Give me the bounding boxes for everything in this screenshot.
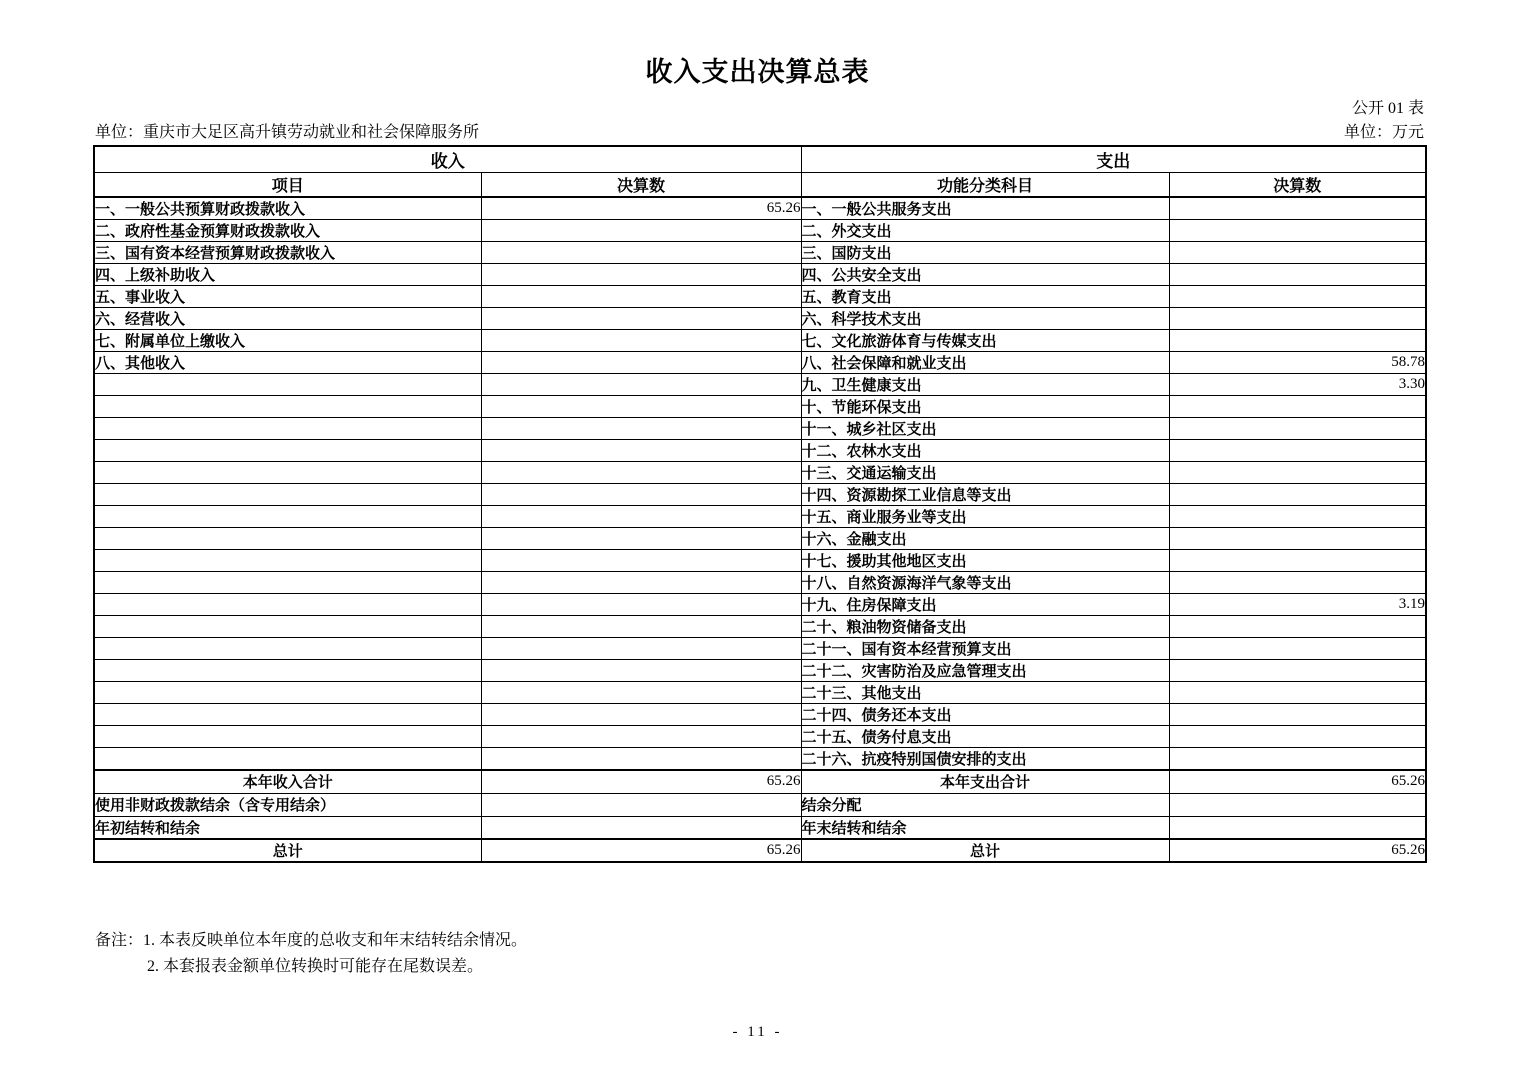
revenue-item-amount — [481, 528, 801, 550]
revenue-footer-label: 总计 — [94, 839, 481, 862]
budget-summary-table — [93, 145, 1427, 863]
table-row — [94, 550, 1426, 572]
revenue-section-header: 收入 — [94, 146, 801, 173]
revenue-item-amount: 65.26 — [481, 197, 801, 220]
expenditure-item-amount: 58.78 — [1169, 352, 1426, 374]
revenue-item-amount — [481, 616, 801, 638]
revenue-footer-amount — [481, 816, 801, 839]
table-row — [94, 264, 1426, 286]
table-row — [94, 374, 1426, 396]
expenditure-footer-amount — [1169, 793, 1426, 816]
expenditure-item-amount — [1169, 286, 1426, 308]
table-row — [94, 748, 1426, 771]
revenue-item-amount — [481, 396, 801, 418]
expenditure-item-label: 二十五、债务付息支出 — [801, 726, 1169, 748]
expenditure-item-label: 二十、粮油物资储备支出 — [801, 616, 1169, 638]
table-row — [94, 286, 1426, 308]
expenditure-item-amount — [1169, 638, 1426, 660]
revenue-footer-amount: 65.26 — [481, 770, 801, 793]
page-title: 收入支出决算总表 — [645, 57, 870, 87]
revenue-item-amount — [481, 748, 801, 771]
expenditure-item-label: 五、教育支出 — [801, 286, 1169, 308]
expenditure-item-label: 十一、城乡社区支出 — [801, 418, 1169, 440]
table-row — [94, 616, 1426, 638]
revenue-item-label — [94, 484, 481, 506]
table-row — [94, 594, 1426, 616]
revenue-item-label — [94, 594, 481, 616]
revenue-item-label: 八、其他收入 — [94, 352, 481, 374]
expenditure-item-amount: 3.30 — [1169, 374, 1426, 396]
expenditure-footer-label: 年末结转和结余 — [801, 816, 1169, 839]
revenue-item-amount — [481, 220, 801, 242]
expenditure-footer-amount: 65.26 — [1169, 770, 1426, 793]
expenditure-footer-label: 结余分配 — [801, 793, 1169, 816]
revenue-item-label: 五、事业收入 — [94, 286, 481, 308]
revenue-item-label — [94, 506, 481, 528]
revenue-item-label — [94, 550, 481, 572]
expenditure-item-amount — [1169, 572, 1426, 594]
table-row — [94, 682, 1426, 704]
table-row — [94, 242, 1426, 264]
revenue-footer-label: 年初结转和结余 — [94, 816, 481, 839]
table-row — [94, 440, 1426, 462]
revenue-item-label — [94, 704, 481, 726]
revenue-footer-label: 使用非财政拨款结余（含专用结余） — [94, 793, 481, 816]
revenue-item-label — [94, 660, 481, 682]
revenue-item-amount — [481, 352, 801, 374]
revenue-item-label — [94, 682, 481, 704]
table-row — [94, 528, 1426, 550]
expenditure-item-amount — [1169, 528, 1426, 550]
expenditure-item-amount — [1169, 396, 1426, 418]
expenditure-item-label: 十七、援助其他地区支出 — [801, 550, 1169, 572]
table-row — [94, 572, 1426, 594]
expenditure-footer-amount: 65.26 — [1169, 839, 1426, 862]
expenditure-item-label: 九、卫生健康支出 — [801, 374, 1169, 396]
revenue-item-amount — [481, 418, 801, 440]
table-row — [94, 638, 1426, 660]
expenditure-item-amount — [1169, 506, 1426, 528]
expenditure-item-amount — [1169, 550, 1426, 572]
expenditure-footer-label: 总计 — [801, 839, 1169, 862]
expenditure-item-label: 一、一般公共服务支出 — [801, 197, 1169, 220]
expenditure-item-label: 七、文化旅游体育与传媒支出 — [801, 330, 1169, 352]
revenue-item-amount — [481, 440, 801, 462]
revenue-item-amount — [481, 704, 801, 726]
expenditure-item-label: 六、科学技术支出 — [801, 308, 1169, 330]
revenue-item-amount — [481, 374, 801, 396]
revenue-item-label — [94, 418, 481, 440]
expenditure-item-amount: 3.19 — [1169, 594, 1426, 616]
revenue-footer-label: 本年收入合计 — [94, 770, 481, 793]
note-line-2: 2. 本套报表金额单位转换时可能存在尾数误差。 — [147, 958, 484, 975]
expenditure-item-label: 三、国防支出 — [801, 242, 1169, 264]
expenditure-item-amount — [1169, 704, 1426, 726]
expenditure-item-amount — [1169, 418, 1426, 440]
expenditure-footer-label: 本年支出合计 — [801, 770, 1169, 793]
expenditure-item-amount — [1169, 616, 1426, 638]
table-code: 公开 01 表 — [1351, 100, 1424, 117]
revenue-item-label: 六、经营收入 — [94, 308, 481, 330]
expenditure-item-label: 二十六、抗疫特别国债安排的支出 — [801, 748, 1169, 771]
revenue-item-amount — [481, 264, 801, 286]
expenditure-item-label: 四、公共安全支出 — [801, 264, 1169, 286]
table-footer-row — [94, 816, 1426, 839]
table-row — [94, 484, 1426, 506]
revenue-item-label — [94, 396, 481, 418]
expenditure-item-amount — [1169, 242, 1426, 264]
revenue-item-label — [94, 638, 481, 660]
table-row — [94, 506, 1426, 528]
revenue-item-amount — [481, 462, 801, 484]
table-row — [94, 352, 1426, 374]
table-footer-row — [94, 839, 1426, 862]
revenue-item-amount — [481, 594, 801, 616]
table-footer-row — [94, 793, 1426, 816]
notes — [95, 928, 527, 980]
revenue-item-label: 二、政府性基金预算财政拨款收入 — [94, 220, 481, 242]
expenditure-item-label: 二十二、灾害防治及应急管理支出 — [801, 660, 1169, 682]
revenue-item-amount — [481, 484, 801, 506]
expenditure-item-label: 二十三、其他支出 — [801, 682, 1169, 704]
revenue-item-label: 四、上级补助收入 — [94, 264, 481, 286]
expenditure-item-amount — [1169, 330, 1426, 352]
expenditure-item-label: 二十一、国有资本经营预算支出 — [801, 638, 1169, 660]
expenditure-item-label: 十九、住房保障支出 — [801, 594, 1169, 616]
table-row — [94, 726, 1426, 748]
table-footer-row — [94, 770, 1426, 793]
revenue-item-amount — [481, 506, 801, 528]
expenditure-item-label: 二十四、债务还本支出 — [801, 704, 1169, 726]
revenue-footer-amount — [481, 793, 801, 816]
expenditure-item-amount — [1169, 220, 1426, 242]
expenditure-item-label: 十八、自然资源海洋气象等支出 — [801, 572, 1169, 594]
expenditure-item-amount — [1169, 440, 1426, 462]
expenditure-item-amount — [1169, 682, 1426, 704]
expenditure-section-header: 支出 — [801, 146, 1426, 173]
expenditure-item-label: 八、社会保障和就业支出 — [801, 352, 1169, 374]
table-row — [94, 660, 1426, 682]
expenditure-item-amount — [1169, 264, 1426, 286]
expenditure-item-amount — [1169, 308, 1426, 330]
col-header-item: 项目 — [94, 173, 481, 198]
revenue-item-amount — [481, 682, 801, 704]
column-header-row — [94, 173, 1426, 198]
table-row — [94, 396, 1426, 418]
revenue-item-amount — [481, 726, 801, 748]
col-header-function: 功能分类科目 — [801, 173, 1169, 198]
revenue-item-amount — [481, 660, 801, 682]
expenditure-item-label: 十五、商业服务业等支出 — [801, 506, 1169, 528]
table-row — [94, 418, 1426, 440]
revenue-item-amount — [481, 572, 801, 594]
expenditure-item-label: 十二、农林水支出 — [801, 440, 1169, 462]
revenue-item-amount — [481, 638, 801, 660]
table-row — [94, 704, 1426, 726]
expenditure-item-label: 十四、资源勘探工业信息等支出 — [801, 484, 1169, 506]
revenue-item-amount — [481, 242, 801, 264]
revenue-item-label — [94, 528, 481, 550]
expenditure-item-label: 十六、金融支出 — [801, 528, 1169, 550]
col-header-revenue-amount: 决算数 — [481, 173, 801, 198]
revenue-item-label — [94, 572, 481, 594]
revenue-item-label: 七、附属单位上缴收入 — [94, 330, 481, 352]
revenue-item-label — [94, 440, 481, 462]
revenue-item-amount — [481, 286, 801, 308]
revenue-item-label: 一、一般公共预算财政拨款收入 — [94, 197, 481, 220]
revenue-item-label — [94, 616, 481, 638]
expenditure-item-amount — [1169, 748, 1426, 771]
table-row — [94, 197, 1426, 220]
revenue-item-amount — [481, 330, 801, 352]
revenue-item-label — [94, 748, 481, 771]
note-line-1: 备注：1. 本表反映单位本年度的总收支和年末结转结余情况。 — [95, 932, 528, 949]
table-row — [94, 330, 1426, 352]
currency-unit: 单位：万元 — [1343, 124, 1424, 141]
unit-name: 单位：重庆市大足区高升镇劳动就业和社会保障服务所 — [95, 124, 480, 141]
expenditure-item-amount — [1169, 462, 1426, 484]
expenditure-item-amount — [1169, 726, 1426, 748]
expenditure-item-label: 二、外交支出 — [801, 220, 1169, 242]
section-header-row — [94, 146, 1426, 173]
expenditure-item-amount — [1169, 197, 1426, 220]
revenue-footer-amount: 65.26 — [481, 839, 801, 862]
revenue-item-amount — [481, 308, 801, 330]
revenue-item-label — [94, 374, 481, 396]
table-row — [94, 220, 1426, 242]
expenditure-item-label: 十、节能环保支出 — [801, 396, 1169, 418]
expenditure-footer-amount — [1169, 816, 1426, 839]
revenue-item-label: 三、国有资本经营预算财政拨款收入 — [94, 242, 481, 264]
page-number: - 11 - — [732, 1024, 783, 1040]
col-header-expenditure-amount: 决算数 — [1169, 173, 1426, 198]
expenditure-item-amount — [1169, 484, 1426, 506]
revenue-item-label — [94, 726, 481, 748]
revenue-item-label — [94, 462, 481, 484]
table-row — [94, 308, 1426, 330]
table-row — [94, 462, 1426, 484]
expenditure-item-amount — [1169, 660, 1426, 682]
revenue-item-amount — [481, 550, 801, 572]
expenditure-item-label: 十三、交通运输支出 — [801, 462, 1169, 484]
